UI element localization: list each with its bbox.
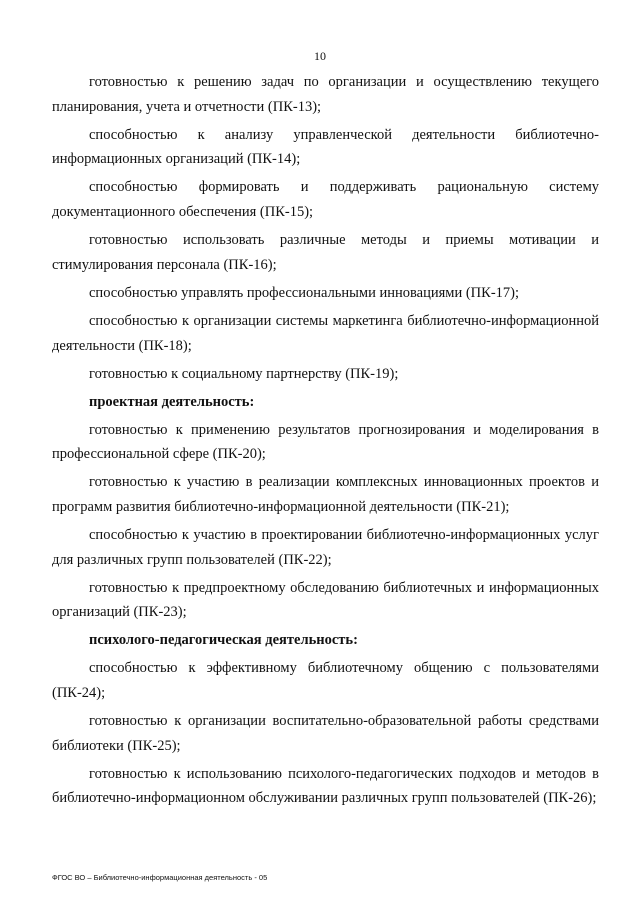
competency-item: готовностью к организации воспитательно-образовательной работы средствами библиотеки (ПК-25); [52,713,599,754]
page-number: 10 [314,49,326,63]
competency-item: готовностью к решению задач по организации и осуществлению текущего планирования, учета и отчетности (ПК-13); [52,74,599,115]
competency-item: способностью к анализу управленческой деятельности библиотечно-информационных организаций (ПК-14); [52,126,599,168]
competency-item: способностью к участию в проектировании библиотечно-информационных услуг для различных групп пользователей (ПК-22); [52,526,599,568]
competency-item: способностью к эффективному библиотечному общению с пользователями (ПК-24); [52,660,599,702]
competency-item: способностью формировать и поддерживать рациональную систему документационного обеспечения (ПК-15); [52,179,599,221]
document-footer: ФГОС ВО – Библиотечно-информационная деятельность - 05 [52,873,268,882]
competency-item: готовностью использовать различные методы и приемы мотивации и стимулирования персонала (ПК-16); [52,232,599,273]
competency-item: способностью к организации системы маркетинга библиотечно-информационной деятельности (ПК-18); [52,312,599,354]
competency-item: готовностью к предпроектному обследованию библиотечных и информационных организаций (ПК-23); [52,579,599,621]
competency-item: готовностью к применению результатов прогнозирования и моделирования в профессиональной сфере (ПК-20); [52,421,599,463]
competency-item: готовностью к использованию психолого-педагогических подходов и методов в библиотечно-информационном обслуживании различных групп пользователей (ПК-26); [52,765,599,807]
competency-item: способностью управлять профессиональными инновациями (ПК-17); [89,284,520,301]
section-heading: проектная деятельность: [89,393,255,410]
section-heading: психолого-педагогическая деятельность: [89,632,358,649]
competency-item: готовностью к социальному партнерству (ПК-19); [89,365,399,382]
competency-item: готовностью к участию в реализации комплексных инновационных проектов и программ развития библиотечно-информационной деятельности (ПК-21); [52,474,599,515]
document-body [52,70,599,814]
